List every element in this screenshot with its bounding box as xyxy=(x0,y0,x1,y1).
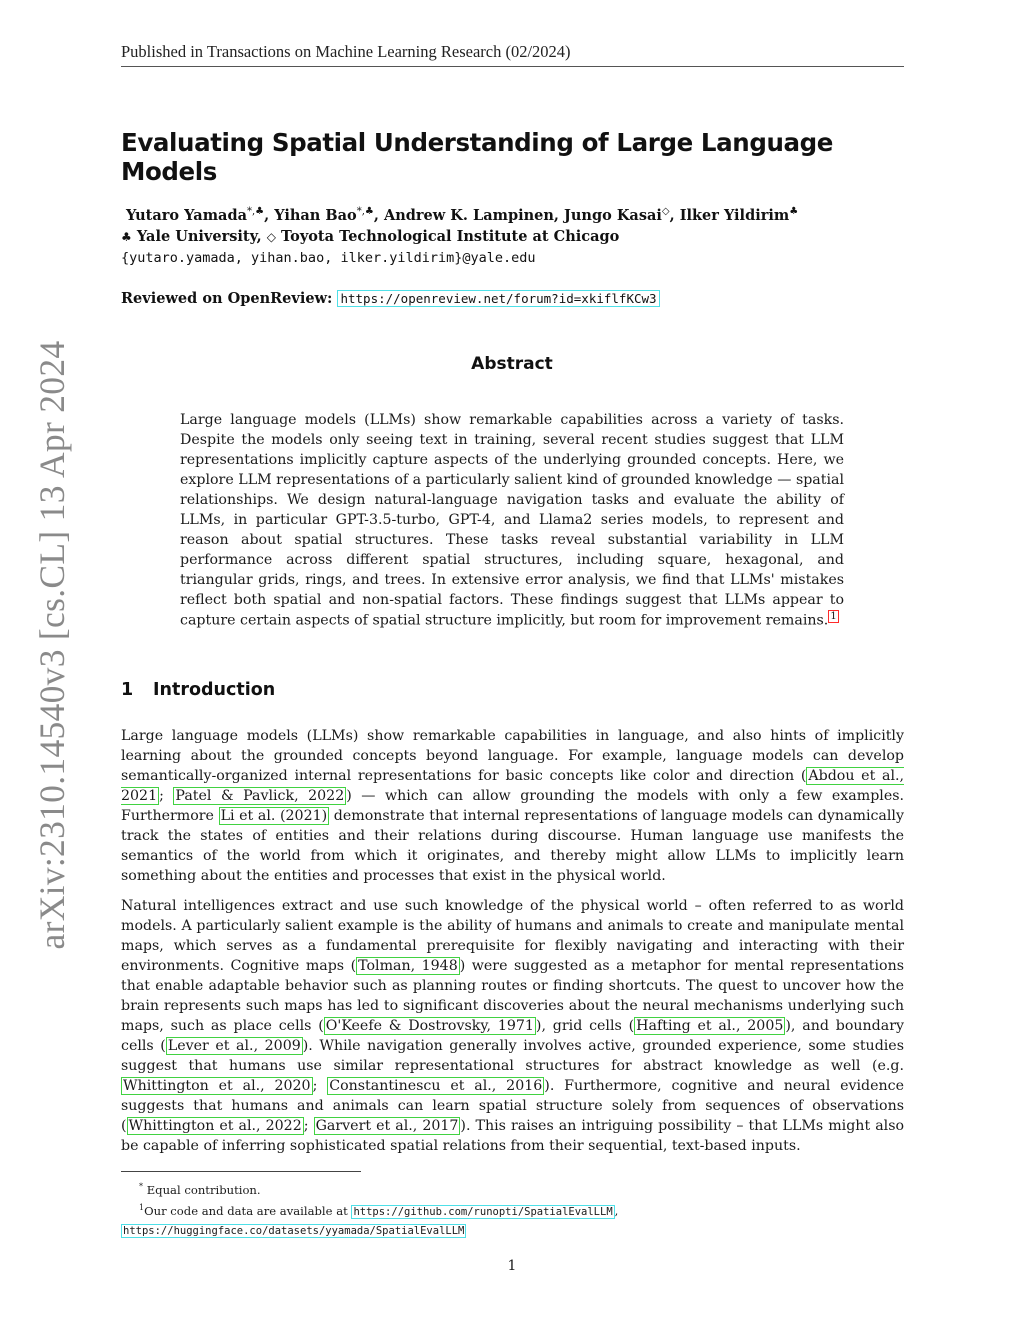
footnote-ref-1[interactable]: 1 xyxy=(830,611,837,622)
footnote-rule xyxy=(121,1171,361,1172)
github-link[interactable]: https://github.com/runopti/SpatialEvalLLM xyxy=(353,1205,613,1218)
review-label: Reviewed on OpenReview: xyxy=(121,290,333,307)
arxiv-stamp-text: arXiv:2310.14540v3 [cs.CL] 13 Apr 2024 xyxy=(32,340,72,950)
footnotes xyxy=(121,1178,906,1240)
footnote-code-text: Our code and data are available at xyxy=(144,1203,348,1218)
section-heading xyxy=(121,680,275,700)
citation-link[interactable]: Constantinescu et al., 2016 xyxy=(329,1078,543,1094)
intro-paragraph-1: Large language models (LLMs) show remarkable capabilities in language, and also hints of implicitly learning about the grounded concepts beyond language. For example, language models can develop semantically-organized internal representations for basic concepts like color and direction ( Abdou et al., 2021 ; Patel & Pavlick, 2022 ) — which can allow grounding the models with only a few examples. Furthermore Li et al. (2021) demonstrate that internal representations of language models can dynamically track the states of entities and their relations during discourse. Human language use manifests the semantics of the world from which it originates, and thereby might allow LLMs to implicitly learn something about the entities and processes that exist in the physical world. xyxy=(121,728,905,884)
citation-link[interactable]: Patel & Pavlick, 2022 xyxy=(175,788,345,804)
author-affiliation-mark: ♣ xyxy=(789,206,799,217)
section-title: Introduction xyxy=(153,680,276,700)
citation-link[interactable]: Lever et al., 2009 xyxy=(167,1038,301,1054)
openreview-link[interactable]: https://openreview.net/forum?id=xkiflfKCw3 xyxy=(337,290,659,307)
review-line xyxy=(121,290,660,307)
citation-link[interactable]: Tolman, 1948 xyxy=(358,958,458,974)
paper-title: Evaluating Spatial Understanding of Large Language Models xyxy=(121,128,833,186)
author-name: Ilker Yildirim xyxy=(679,206,790,224)
page-number: 1 xyxy=(507,1258,517,1274)
affiliation-2: Toyota Technological Institute at Chicago xyxy=(281,228,620,245)
intro-paragraph-2: Natural intelligences extract and use such knowledge of the physical world – often referred to as world models. A particularly salient example is the ability of humans and animals to create and manipulate mental maps, which serves as a fundamental prerequisite for flexibly navigating and interacting with their environments. Cognitive maps ( Tolman, 1948 ) were suggested as a metaphor for mental representations that enable adaptable behavior such as planning routes or finding shortcuts. The quest to uncover how the brain represents such maps has led to significant discoveries about the neural mechanisms underlying such maps, such as place cells ( O'Keefe & Dostrovsky, 1971 ), grid cells ( Hafting et al., 2005 ), and boundary cells ( Lever et al., 2009 ). While navigation generally involves active, grounded experience, some studies suggest that humans use similar representational structures for abstract knowledge as well (e.g. Whittington et al., 2020 ; Constantinescu et al., 2016 ). Furthermore, cognitive and neural evidence suggests that humans and animals can learn spatial structure solely from sequences of observations ( Whittington et al., 2022 ; Garvert et al., 2017 ). This raises an intriguing possibility – that LLMs might also be capable of inferring sophisticated spatial relations from their sequential, text-based inputs. xyxy=(121,898,905,1154)
footnote-code-mark: 1 xyxy=(139,1202,145,1212)
running-head: Published in Transactions on Machine Learning Research (02/2024) xyxy=(121,42,904,67)
abstract-body-text: Large language models (LLMs) show remarkable capabilities across a variety of tasks. Despite the models only seeing text in training, several recent studies suggest that LLM representations implicitly capture aspects of the underlying grounded concepts. Here, we explore LLM representations of a particularly salient kind of grounded knowledge — spatial relationships. We design natural-language navigation tasks and evaluate the ability of LLMs, in particular GPT-3.5-turbo, GPT-4, and Llama2 series models, to represent and reason about spatial structures. These tasks reveal substantial variability in LLM performance across different spatial structures, including square, hexagonal, and triangular grids, rings, and trees. In extensive error analysis, we find that LLMs' mistakes reflect both spatial and non-spatial factors. These findings suggest that LLMs appear to capture certain aspects of spatial structure implicitly, but room for improvement remains. xyxy=(180,412,844,629)
footnote-equal-text: Equal contribution. xyxy=(146,1182,261,1197)
citation-link[interactable]: Hafting et al., 2005 xyxy=(636,1018,784,1034)
section-number: 1 xyxy=(121,680,134,700)
citation-link[interactable]: Garvert et al., 2017 xyxy=(315,1118,459,1134)
affiliation-symbol-1: ♣ xyxy=(121,230,132,244)
author-affiliation-mark: ◇ xyxy=(661,206,670,217)
author-name: Andrew K. Lampinen xyxy=(383,206,554,224)
huggingface-link[interactable]: https://huggingface.co/datasets/yyamada/SpatialEvalLLM xyxy=(123,1224,465,1237)
affiliation-symbol-2: ◇ xyxy=(266,230,276,244)
citation-link[interactable]: Whittington et al., 2020 xyxy=(123,1078,311,1094)
author-name: Jungo Kasai xyxy=(564,206,662,224)
author-list: Yutaro Yamada*,♣, Yihan Bao*,♣, Andrew K. Lampinen, Jungo Kasai◇, Ilker Yildirim♣ xyxy=(126,206,799,224)
citation-link[interactable]: Li et al. (2021) xyxy=(220,808,328,824)
citation-link[interactable]: Abdou et al., 2021 xyxy=(121,768,904,804)
footnote-equal-mark: * xyxy=(139,1182,143,1191)
citation-link[interactable]: O'Keefe & Dostrovsky, 1971 xyxy=(325,1018,534,1034)
citation-link[interactable]: Whittington et al., 2022 xyxy=(128,1118,302,1134)
affiliation-1: Yale University, xyxy=(136,228,262,245)
author-emails: {yutaro.yamada, yihan.bao, ilker.yildirim}@yale.edu xyxy=(121,250,536,266)
author-affiliation-mark: *,♣ xyxy=(246,206,265,217)
author-affiliation-mark: *,♣ xyxy=(356,206,374,217)
author-name: Yutaro Yamada xyxy=(126,206,247,224)
affiliations xyxy=(121,228,911,245)
abstract-text xyxy=(180,410,844,631)
abstract-heading: Abstract xyxy=(471,354,553,374)
author-name: Yihan Bao xyxy=(274,206,357,224)
footnote-equal xyxy=(121,1178,906,1199)
footnote-code: $^1$Our code and data are available at https://github.com/runopti/SpatialEvalLLM , https://huggingface.co/datasets/yyamada/SpatialEvalLLM xyxy=(123,1202,619,1237)
